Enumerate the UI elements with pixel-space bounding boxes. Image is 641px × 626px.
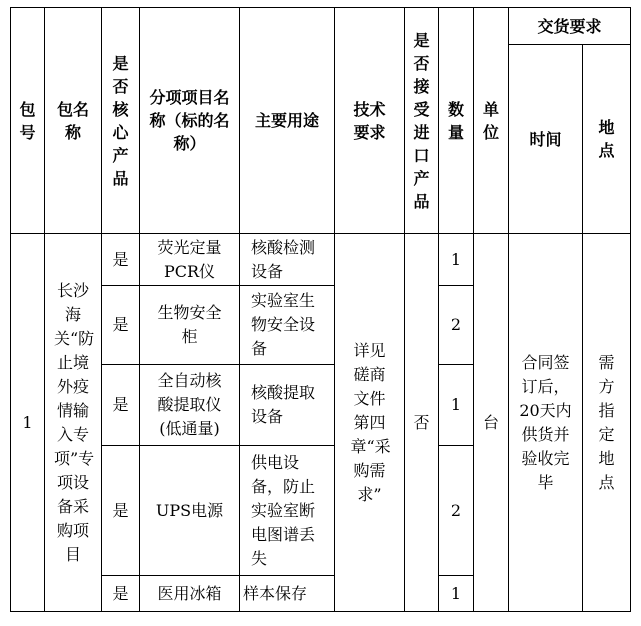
header-quantity	[439, 8, 474, 234]
cell-quantity	[439, 576, 474, 612]
cell-unit	[474, 234, 509, 612]
cell-quantity	[439, 286, 474, 365]
cell-tech-req	[335, 234, 405, 612]
header-delivery	[509, 8, 631, 45]
header-is-core	[102, 8, 140, 234]
cell-main-use	[240, 286, 335, 365]
row-use-text: 实验室生物安全设备	[251, 291, 316, 358]
package-no-text: 1	[22, 412, 33, 432]
header-quantity-text: 数量	[447, 99, 464, 142]
row-qty-text: 2	[450, 500, 462, 520]
header-delivery-text: 交货要求	[537, 16, 602, 36]
cell-main-use	[240, 365, 335, 446]
cell-is-core	[102, 286, 140, 365]
row-item-text: 生物安全柜	[157, 303, 222, 346]
row-use-text: 核酸检测设备	[251, 237, 316, 281]
accept-import-text: 否	[413, 412, 430, 432]
cell-quantity	[439, 446, 474, 576]
row-item-text: 荧光定量PCR仪	[157, 237, 222, 281]
row-use-text: 样本保存	[243, 583, 308, 603]
row-qty-text: 1	[450, 249, 462, 269]
row-item-text: 全自动核酸提取仪(低通量)	[157, 371, 222, 438]
header-tech-req	[335, 8, 405, 234]
header-unit-text: 单位	[482, 99, 499, 142]
cell-is-core	[102, 234, 140, 286]
row-is-core-text: 是	[112, 500, 129, 520]
header-place-text: 地点	[598, 118, 615, 160]
cell-is-core	[102, 365, 140, 446]
cell-quantity	[439, 365, 474, 446]
header-place	[583, 45, 631, 234]
cell-is-core	[102, 576, 140, 612]
row-item-text: UPS电源	[155, 500, 224, 520]
cell-item-name	[140, 365, 240, 446]
row-is-core-text: 是	[112, 249, 129, 269]
cell-main-use	[240, 446, 335, 576]
header-package-no-text: 包号	[19, 99, 36, 142]
cell-item-name	[140, 446, 240, 576]
cell-package-name	[45, 234, 102, 612]
header-is-core-text: 是否核心产品	[112, 53, 129, 188]
header-item-name	[140, 8, 240, 234]
cell-main-use	[240, 234, 335, 286]
header-tech-req-text: 技术要求	[353, 99, 386, 142]
header-package-no	[11, 8, 45, 234]
cell-item-name	[140, 576, 240, 612]
row-is-core-text: 是	[112, 315, 129, 334]
table-row	[11, 234, 631, 286]
row-qty-text: 1	[450, 395, 462, 414]
header-accept-import-text: 是否接受进口产品	[413, 30, 430, 211]
row-is-core-text: 是	[112, 583, 129, 603]
cell-time	[509, 234, 583, 612]
cell-item-name	[140, 234, 240, 286]
cell-item-name	[140, 286, 240, 365]
cell-place	[583, 234, 631, 612]
tech-req-text: 详见磋商文件第四章“采购需求”	[350, 340, 391, 504]
header-time	[509, 45, 583, 234]
row-qty-text: 1	[450, 583, 462, 603]
cell-quantity	[439, 234, 474, 286]
row-qty-text: 2	[450, 315, 462, 334]
row-use-text: 核酸提取设备	[251, 383, 316, 426]
row-use-text: 供电设备，防止实验室断电图谱丢失	[251, 452, 316, 568]
package-name-text: 长沙海关“防止境外疫情输入专项”专项设备采购项目	[54, 280, 95, 564]
header-item-name-text: 分项项目名称（标的名称）	[149, 88, 230, 153]
procurement-table	[10, 7, 631, 612]
row-is-core-text: 是	[112, 395, 129, 414]
header-unit	[474, 8, 509, 234]
row-item-text: 医用冰箱	[157, 583, 222, 603]
header-package-name-text: 包名称	[56, 99, 89, 142]
cell-accept-import	[405, 234, 439, 612]
header-main-use-text: 主要用途	[254, 111, 319, 130]
unit-text: 台	[482, 412, 499, 432]
header-package-name	[45, 8, 102, 234]
cell-is-core	[102, 446, 140, 576]
time-text: 合同签订后，20天内供货并验收完毕	[519, 352, 572, 492]
header-main-use	[240, 8, 335, 234]
header-time-text: 时间	[529, 129, 562, 149]
header-accept-import	[405, 8, 439, 234]
cell-main-use	[240, 576, 335, 612]
place-text: 需方指定地点	[598, 352, 615, 492]
cell-package-no	[11, 234, 45, 612]
